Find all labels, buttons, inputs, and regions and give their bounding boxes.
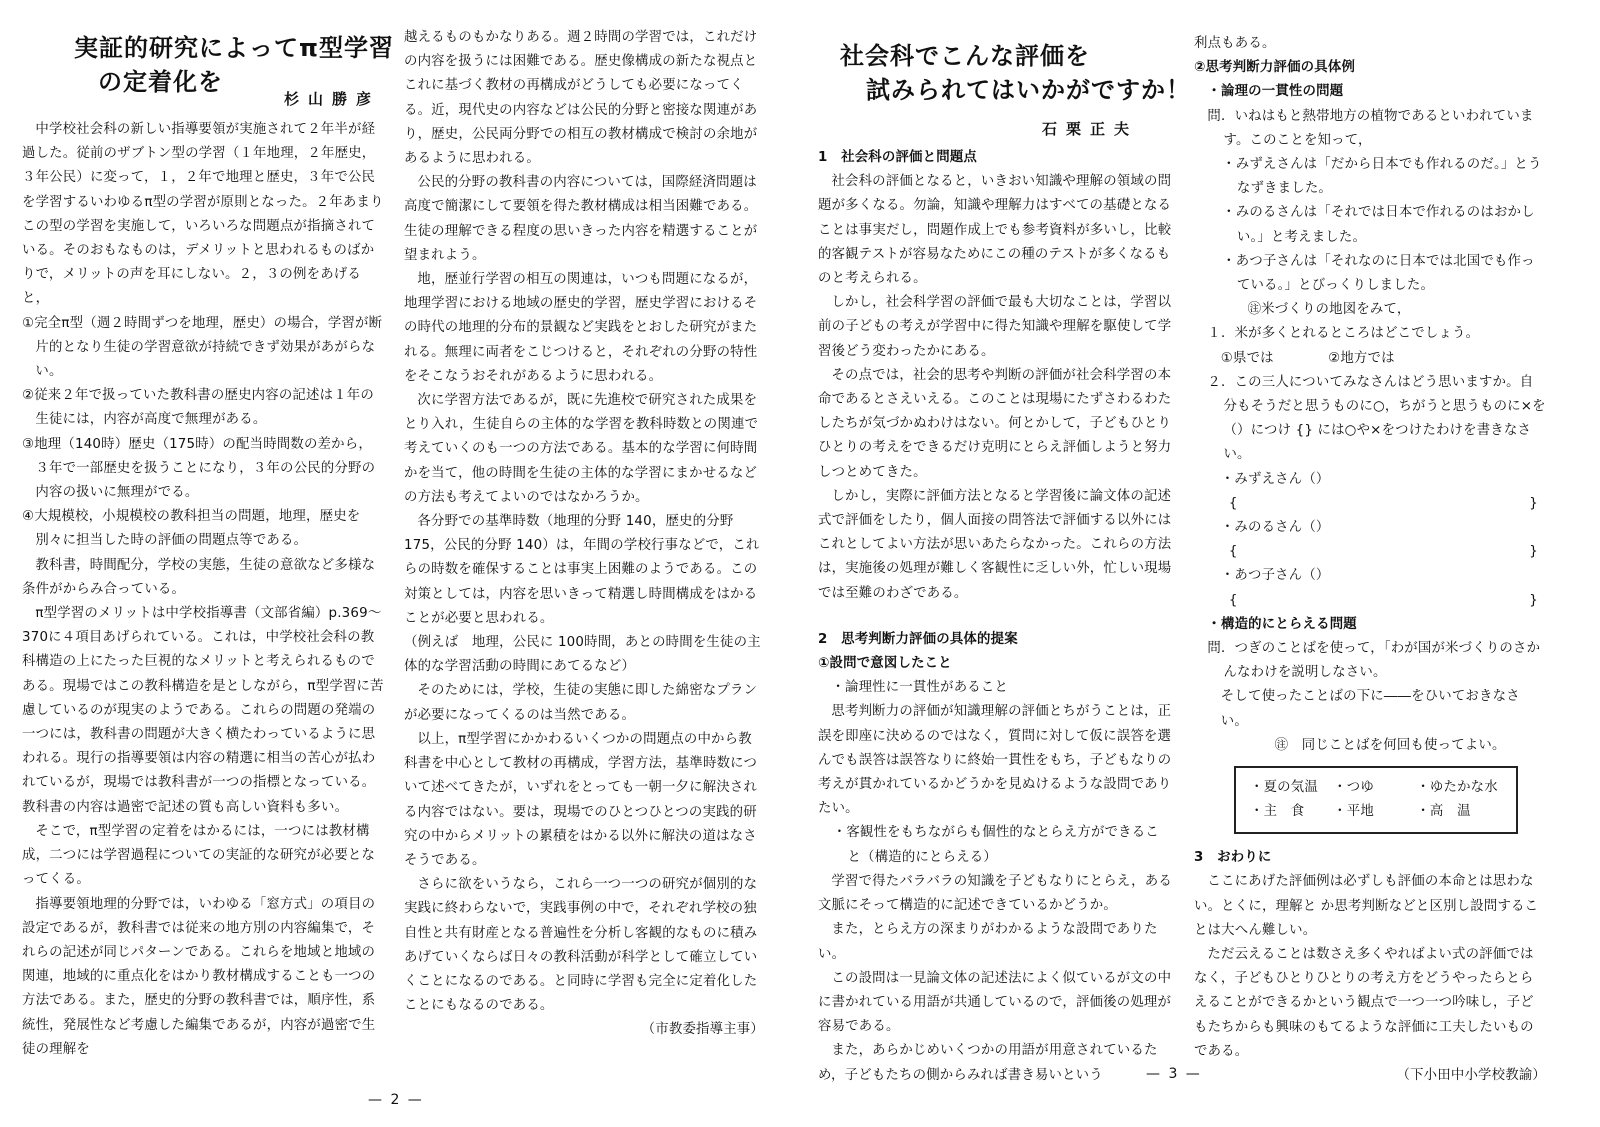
list-item: ③地理（140時）歴史（175時）の配当時間数の差から，３年で一部歴史を扱うことになり，３年の公民的分野の内容の扱いに無理がでる。: [22, 436, 376, 501]
section-heading: 2 思考判断力評価の具体的提案: [818, 631, 1018, 647]
paragraph: さらに欲をいうなら，これら一つ一つの研究が個別的な実践に終わらないで，実践事例の中で，それぞれ学校の独自性と共有財産となる普遍性を分析し客観的なものに積みあげていくならば日々の教科活動が科学として確立していくことになるのである。と同時に学習も完全に定着化したことにもなるのである。: [404, 877, 758, 1014]
answer-options: ①県では ②地方では: [1220, 350, 1395, 366]
statement-item: ・あつ子さんは「それなのに日本では北国でも作っている。」とびっくりしました。: [1222, 253, 1535, 294]
paragraph: そのためには，学校，生徒の実態に即した綿密なプランが必要になってくるのは当然である。: [404, 683, 758, 723]
subsection-heading: ②思考判断力評価の具体例: [1194, 60, 1356, 76]
bullet-item: ・構造的にとらえる問題: [1207, 616, 1357, 632]
question-text: 問．いねはもと熱帯地方の植物であるといわれています。このことを知って，: [1207, 108, 1534, 148]
right-column-2: [1194, 32, 1546, 1088]
page-number: — 3 —: [1146, 1066, 1202, 1082]
section-heading: 1 社会科の評価と問題点: [818, 150, 978, 165]
list-item: ④大規模校，小規模校の教科担当の問題，地理，歴史を別々に担当した時の評価の問題点等である。: [22, 509, 361, 549]
term: ・平地: [1333, 804, 1374, 820]
author-affiliation: （市教委指導主事）: [641, 1022, 764, 1038]
answer-brace: { }: [1228, 592, 1538, 608]
article-title-line2: 試みられてはいかがですか！: [866, 76, 1191, 104]
bullet-item: ・客観性をもちながらも個性的なとらえ方ができること（構造的にとらえる）: [832, 825, 1159, 865]
question-step: １．米が多くとれるところはどこでしょう。: [1207, 326, 1480, 342]
paragraph: 社会科の評価となると，いきおい知識や理解の領域の問題が多くなる。勿論，知識や理解力はすべての基礎となることは事実だし，問題作成上でも参考資料が多いし，比較的客観テストが容易なためにこの種のテストが多くなるものと考えられる。: [818, 174, 1172, 287]
paragraph: 各分野での基準時数（地理的分野 140，歴史的分野 175，公民的分野 140）は，年間の学校行事などで，これらの時数を確保することは事実上困難のようである。この対策としては，内容を思いきって精選し時間構成をはかることが必要と思われる。: [404, 514, 760, 626]
section-heading: 3 おわりに: [1194, 850, 1272, 866]
paragraph: 利点もある。: [1194, 36, 1276, 51]
paragraph: 次に学習方法であるが，既に先進校で研究された成果をとり入れ，生徒自らの主体的な学習を教科時数との関連で考えていくのも一つの方法である。基本的な学習に何時間かを当て，他の時間を生徒の主体的な学習にまかせるなどの方法も考えてよいのではなかろうか。: [404, 393, 759, 505]
paragraph: 公民的分野の教科書の内容については，国際経済問題は高度で簡潔にして要領を得た教材構成は相当困難である。生徒の理解できる程度の思いきった内容を精選することが望まれよう。: [404, 175, 758, 263]
answer-name: ・みのるさん（）: [1220, 520, 1330, 536]
article-author: 石栗正夫: [1042, 120, 1139, 138]
statement-item: ・みずえさんは「だから日本でも作れるのだ。」とうなずきました。: [1222, 157, 1542, 197]
paragraph: 越えるものもかなりある。週２時間の学習では，これだけの内容を扱うには困難である。歴史像構成の新たな視点とこれに基づく教材の再構成がどうしても必要になってくる。近，現代史の内容などは公民的分野と密接な関連があり，歴史，公民両分野での相互の教材構成で検討の余地があるように思われる。: [404, 30, 758, 167]
paragraph: そこで，π型学習の定着をはかるには，一つには教材構成，二つには学習過程についての実証的な研究が必要となってくる。: [22, 823, 376, 888]
question-text: そして使ったことばの下に――をひいておきなさい。: [1220, 689, 1520, 729]
article-title-line2: の定着化を: [98, 68, 223, 96]
paragraph: （例えば 地理，公民に 100時間，あとの時間を生徒の主体的な学習活動の時間にあてるなど）: [404, 635, 761, 675]
term: ・ゆたかな水: [1416, 780, 1498, 796]
author-affiliation: （下小田中小学校教諭）: [1396, 1067, 1546, 1083]
subsection-heading: ①設問で意図したこと: [818, 656, 952, 672]
paragraph: この設問は一見論文体の記述法によく似ているが文の中に書かれている用語が共通しているので，評価後の処理が容易である。: [818, 970, 1172, 1035]
answer-name: ・あつ子さん（）: [1220, 568, 1330, 584]
term: ・主 食: [1250, 804, 1305, 820]
question-step: ２．この三人についてみなさんはどう思いますか。自分もそうだと思うものに○，ちがうと思うものに×を（）につけ {} には○や×をつけたわけを書きなさい。: [1207, 374, 1546, 463]
article-title-line1: 実証的研究によってπ型学習: [74, 34, 394, 62]
list-item: ①完全π型（週２時間ずつを地理，歴史）の場合，学習が断片的となり生徒の学習意欲が持続できず効果があがらない。: [22, 315, 383, 380]
left-column-2: [404, 26, 764, 1043]
left-column-1: [22, 118, 384, 1062]
note: ㊟米づくりの地図をみて，: [1247, 302, 1411, 318]
paragraph: ここにあげた評価例は必ずしも評価の本命とは思わない。とくに，理解と か思考判断などと区別し設問することは大へん難しい。: [1194, 874, 1539, 938]
paragraph: また，とらえ方の深まりがわかるような設問でありたい。: [818, 922, 1158, 962]
paragraph: 指導要領地理的分野では，いわゆる「窓方式」の項目の設定であるが，教科書では従来の地方別の内容編集で，それらの記述が同じパターンである。これらを地域と地域の関連，地域的に重点化をはかり教材構成することも一つの方法である。また，歴史的分野の教科書では，順序性，系統性，発展性など考慮した編集であるが，内容が過密で生徒の理解を: [22, 896, 376, 1057]
paragraph: 学習で得たバラバラの知識を子どもなりにとらえ，ある文脈にそって構造的に記述できているかどうか。: [818, 873, 1172, 914]
bullet-item: ・論理の一貫性の問題: [1207, 84, 1344, 100]
article-title-line1: 社会科でこんな評価を: [840, 42, 1090, 70]
answer-brace: { }: [1228, 495, 1538, 511]
paragraph: ただ云えることは数さえ多くやればよい式の評価ではなく，子どもひとりひとりの考え方をどうやったらとらえることができるかという観点で一つ一つ吟味し，子どもたちからも興味のもてるような評価に工夫したいものである。: [1194, 946, 1534, 1059]
paragraph: 地，歴並行学習の相互の関連は，いつも問題になるが，地理学習における地域の歴史的学習，歴史学習におけるその時代の地理的分布的景観など実践をとおした研究がまたれる。無理に両者をこじつけると，それぞれの分野の特性をそこなうおそれがあるように思われる。: [404, 272, 758, 384]
paragraph: 中学校社会科の新しい指導要領が実施されて２年半が経過した。従前のザブトン型の学習（１年地理，２年歴史，３年公民）に変って，１，２年で地理と歴史，３年で公民を学習するいわゆるπ型の学習が原則となった。２年あまりこの型の学習を実施して，いろいろな問題点が指摘されている。そのおもなものは，デメリットと思われるものばかりで，メリットの声を耳にしない。２，３の例をあげると，: [22, 122, 384, 307]
page-number: — 2 —: [368, 1092, 424, 1108]
answer-brace: { }: [1228, 544, 1538, 560]
paragraph: その点では，社会的思考や判断の評価が社会科学習の本命であるとさえいえる。このことは現場にたずさわるわたしたちが気づかぬわけはない。何とかして，子どもひとりひとりの考えをできるだけ克明にとらえ評価しようと努力しつとめてきた。: [818, 367, 1172, 480]
note: ㊟ 同じことばを何回も使ってよい。: [1274, 737, 1506, 753]
term: ・高 温: [1416, 804, 1471, 820]
term-box: [1234, 766, 1518, 834]
bullet-item: ・論理性に一貫性があること: [831, 680, 1009, 696]
paragraph: また，あらかじめいくつかの用語が用意されているため，子どもたちの側からみれば書き易いという: [818, 1043, 1158, 1083]
paragraph: π型学習のメリットは中学校指導書（文部省編）p.369〜370に４項目あげられている。これは，中学校社会科の教科構造の上にたった巨視的なメリットと考えられるものである。現場ではこの教科構造を是としながら，π型学習に苦慮しているのが現実のようである。これらの問題の発端の一つには，教科書の問題が大きく横たわっているように思われる。現行の指導要領は内容の精選に相当の苦心が払われているが，現場では教科書が一つの指標となっている。教科書の内容は過密で記述の質も高しい資料も多い。: [22, 606, 384, 815]
statement-item: ・みのるさんは「それでは日本で作れるのはおかしい。」と考えました。: [1222, 205, 1535, 245]
paragraph: しかし，社会科学習の評価で最も大切なことは，学習以前の子どもの考えが学習中に得た知識や理解を駆使して学習後どう変わったかにある。: [818, 295, 1172, 359]
paragraph: 教科書，時間配分，学校の実態，生徒の意欲など多様な条件がからみ合っている。: [22, 557, 376, 597]
answer-name: ・みずえさん（）: [1220, 471, 1330, 487]
term: ・夏の気温: [1250, 780, 1318, 796]
list-item: ②従来２年で扱っていた教科書の歴史内容の記述は１年の生徒には，内容が高度で無理がある。: [22, 388, 374, 428]
term: ・つゆ: [1333, 780, 1374, 796]
article-author: 杉山勝彦: [284, 90, 381, 108]
paragraph: しかし，実際に評価方法となると学習後に論文体の記述式で評価をしたり，個人面接の問答法で評価する以外にはこれとしてよい方法が思いあたらなかった。これらの方法は，実施後の処理が難しく客観性に乏しい外，忙しい現場では至難のわざである。: [818, 488, 1172, 601]
right-column-1: [818, 146, 1172, 1088]
paragraph: 思考判断力の評価が知識理解の評価とちがうことは，正誤を即座に決めるのではなく，質問に対して仮に誤答を選んでも誤答は誤答なりに終始一貫性をもち，子どもなりの考えが貫かれているかどうかを見ぬけるような設問でありたい。: [818, 704, 1172, 817]
question-text: 問．つぎのことばを使って，「わが国が米づくりのさかんなわけを説明しなさい。: [1207, 641, 1541, 681]
paragraph: 以上，π型学習にかかわるいくつかの問題点の中から教科書を中心として教材の再構成，学習方法，基準時数について述べてきたが，いずれをとっても一朝一夕に解決される内容ではない。要は，現場でのひとつひとつの実践的研究の中からメリットの累積をはかる以外に解決の道はなさそうである。: [404, 731, 758, 868]
